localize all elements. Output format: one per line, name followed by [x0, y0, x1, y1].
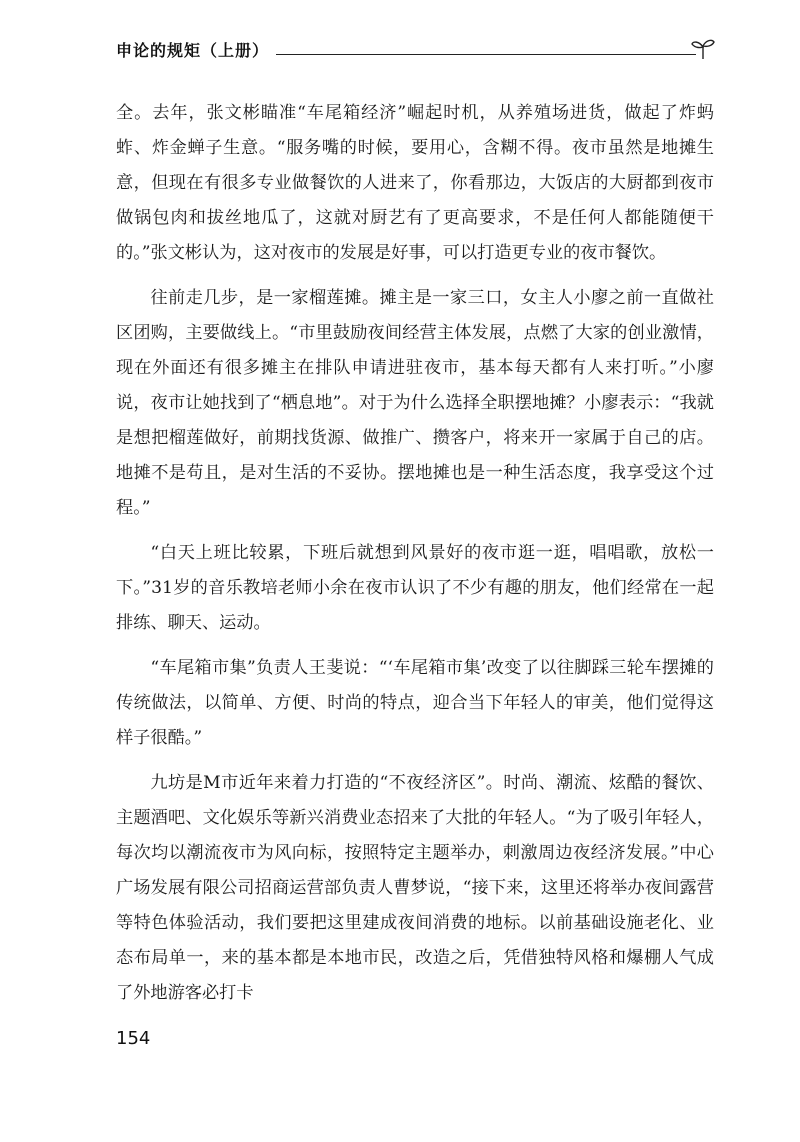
- paragraph-trunk-market: “车尾箱市集”负责人王斐说：“‘车尾箱市集’改变了以往脚踩三轮车摆摊的传统做法，以简单、方便、时尚的特点，迎合当下年轻人的审美，他们觉得这样子很酷。”: [116, 658, 714, 748]
- sprout-icon: [690, 38, 716, 60]
- book-title: 申论的规矩（上册）: [116, 41, 270, 60]
- paragraph-durian-stall: 往前走几步，是一家榴莲摊。摊主是一家三口，女主人小廖之前一直做社区团购，主要做线上。“市里鼓励夜间经营主体发展，点燃了大家的创业激情，现在外面还有很多摊主在排队申请进驻夜市，基本每天都有人来打听。”小廖说，夜市让她找到了“栖息地”。对于为什么选择全职摆地摊？小廖表示：“我就是想把榴莲做好，前期找货源、做推广、攒客户，将来开一家属于自己的店。地摊不是苟且，是对生活的不妥协。摆地摊也是一种生活态度，我享受这个过程。”: [116, 288, 714, 518]
- article-body: [116, 96, 714, 1021]
- paragraph-continued: 全。去年，张文彬瞄准“车尾箱经济”崛起时机，从养殖场进货，做起了炸蚂蚱、炸金蝉子生意。“服务嘴的时候，要用心，含糊不得。夜市虽然是地摊生意，但现在有很多专业做餐饮的人进来了，你看那边，大饭店的大厨都到夜市做锅包肉和拔丝地瓜了，这就对厨艺有了更高要求，不是任何人都能随便干的。”张文彬认为，这对夜市的发展是好事，可以打造更专业的夜市餐饮。: [116, 103, 714, 263]
- paragraph-jiufang: 九坊是M市近年来着力打造的“不夜经济区”。时尚、潮流、炫酷的餐饮、主题酒吧、文化娱乐等新兴消费业态招来了大批的年轻人。“为了吸引年轻人，每次均以潮流夜市为风向标，按照特定主题举办，刺激周边夜经济发展。”中心广场发展有限公司招商运营部负责人曹梦说，“接下来，这里还将举办夜间露营等特色体验活动，我们要把这里建成夜间消费的地标。以前基础设施老化、业态布局单一，来的基本都是本地市民，改造之后，凭借独特风格和爆棚人气成了外地游客必打卡: [116, 773, 714, 1003]
- page-number: 154: [116, 1028, 151, 1049]
- running-header: [116, 36, 716, 66]
- paragraph-music-teacher: “白天上班比较累，下班后就想到风景好的夜市逛一逛，唱唱歌，放松一下。”31岁的音乐教培老师小余在夜市认识了不少有趣的朋友，他们经常在一起排练、聊天、运动。: [116, 543, 714, 633]
- header-rule: [276, 54, 696, 55]
